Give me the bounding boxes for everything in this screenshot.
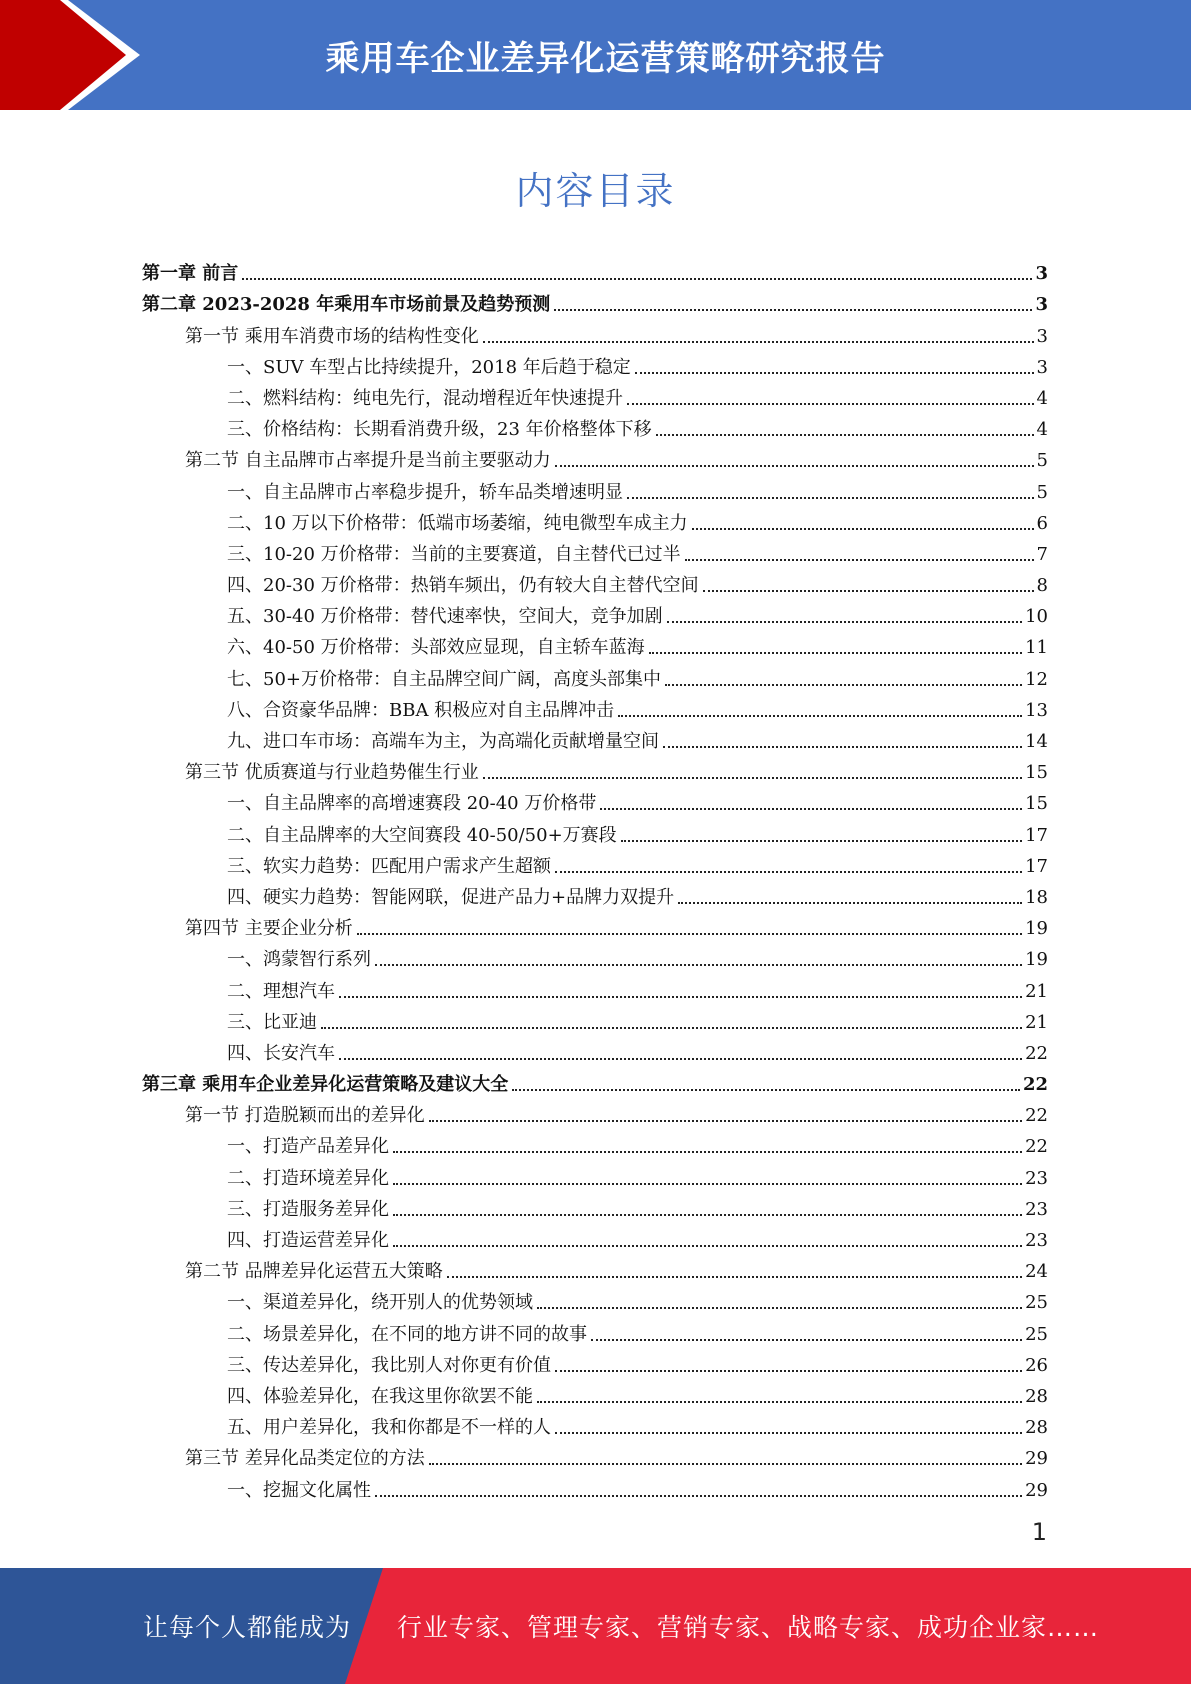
toc-entry-page: 19 (1025, 918, 1048, 940)
toc-entry-label: 三、10-20 万价格带：当前的主要赛道，自主替代已过半 (227, 543, 681, 565)
toc-leader-dots (393, 1245, 1022, 1247)
toc-leader-dots (339, 1058, 1022, 1060)
toc-entry-page: 13 (1025, 699, 1048, 721)
toc-entry[interactable] (142, 254, 1048, 285)
toc-entry[interactable] (142, 410, 1048, 441)
toc-entry-label: 第一章 前言 (142, 263, 239, 285)
toc-leader-dots (512, 1089, 1020, 1091)
toc-leader-dots (555, 465, 1034, 467)
toc-entry[interactable] (142, 815, 1048, 846)
toc-leader-dots (447, 1276, 1022, 1278)
toc-entry[interactable] (142, 1314, 1048, 1345)
toc-leader-dots (685, 559, 1034, 561)
toc-entry-page: 23 (1025, 1167, 1048, 1189)
toc-leader-dots (555, 1432, 1022, 1434)
toc-entry[interactable] (142, 1158, 1048, 1189)
toc-entry-page: 11 (1025, 637, 1048, 659)
toc-entry[interactable] (142, 348, 1048, 379)
toc-leader-dots (591, 1339, 1022, 1341)
toc-entry-label: 二、自主品牌率的大空间赛段 40-50/50+万赛段 (227, 824, 617, 846)
toc-entry-label: 第一节 乘用车消费市场的结构性变化 (185, 325, 479, 347)
toc-entry[interactable] (142, 1408, 1048, 1439)
toc-entry-page: 28 (1025, 1417, 1048, 1439)
toc-entry[interactable] (142, 285, 1048, 316)
toc-entry-page: 5 (1036, 450, 1048, 472)
toc-leader-dots (537, 1307, 1022, 1309)
toc-leader-dots (692, 528, 1034, 530)
toc-entry-label: 一、打造产品差异化 (227, 1136, 389, 1158)
toc-leader-dots (375, 1495, 1022, 1497)
toc-entry[interactable] (142, 316, 1048, 347)
toc-entry-page: 12 (1025, 668, 1048, 690)
toc-leader-dots (375, 964, 1022, 966)
toc-leader-dots (627, 497, 1034, 499)
toc-entry[interactable] (142, 940, 1048, 971)
toc-entry-label: 二、10 万以下价格带：低端市场萎缩，纯电微型车成主力 (227, 512, 688, 534)
toc-entry-page: 29 (1025, 1448, 1048, 1470)
toc-entry[interactable] (142, 628, 1048, 659)
toc-leader-dots (555, 1370, 1022, 1372)
toc-entry-label: 二、打造环境差异化 (227, 1167, 389, 1189)
toc-entry-page: 3 (1036, 356, 1048, 378)
toc-entry-page: 15 (1025, 762, 1048, 784)
toc-entry[interactable] (142, 753, 1048, 784)
toc-leader-dots (621, 840, 1022, 842)
toc-entry-page: 24 (1025, 1261, 1048, 1283)
toc-entry-label: 七、50+万价格带：自主品牌空间广阔，高度头部集中 (227, 668, 661, 690)
header-banner (0, 0, 1191, 110)
toc-leader-dots (357, 933, 1022, 935)
toc-leader-dots (656, 434, 1034, 436)
toc-entry[interactable] (142, 1377, 1048, 1408)
toc-leader-dots (618, 715, 1022, 717)
toc-entry[interactable] (142, 1003, 1048, 1034)
footer-slogan-right: 行业专家、管理专家、营销专家、战略专家、成功企业家…… (397, 1613, 1100, 1642)
toc-leader-dots (663, 746, 1022, 748)
toc-leader-dots (554, 309, 1032, 311)
toc-entry-label: 八、合资豪华品牌：BBA 积极应对自主品牌冲击 (227, 699, 615, 721)
toc-entry-label: 三、打造服务差异化 (227, 1198, 389, 1220)
toc-entry-label: 第二章 2023-2028 年乘用车市场前景及趋势预测 (142, 294, 551, 316)
toc-entry-label: 一、挖掘文化属性 (227, 1479, 371, 1501)
toc-entry-page: 4 (1036, 387, 1048, 409)
toc-leader-dots (600, 808, 1022, 810)
toc-leader-dots (483, 341, 1034, 343)
toc-entry[interactable] (142, 847, 1048, 878)
toc-entry-label: 第三章 乘用车企业差异化运营策略及建议大全 (142, 1074, 509, 1096)
toc-entry-label: 二、场景差异化，在不同的地方讲不同的故事 (227, 1323, 587, 1345)
toc-entry-label: 第二节 自主品牌市占率提升是当前主要驱动力 (185, 450, 551, 472)
toc-entry-page: 10 (1025, 606, 1048, 628)
toc-entry-page: 4 (1036, 419, 1048, 441)
toc-entry-label: 六、40-50 万价格带：头部效应显现，自主轿车蓝海 (227, 637, 645, 659)
page-number: 1 (1031, 1518, 1047, 1546)
toc-entry-page: 6 (1036, 512, 1048, 534)
toc-entry-page: 25 (1025, 1323, 1048, 1345)
toc-entry-label: 二、理想汽车 (227, 980, 335, 1002)
toc-entry-page: 18 (1025, 886, 1048, 908)
toc-entry-label: 四、长安汽车 (227, 1042, 335, 1064)
toc-entry-page: 8 (1036, 575, 1048, 597)
toc-entry[interactable] (142, 472, 1048, 503)
toc-entry[interactable] (142, 504, 1048, 535)
toc-leader-dots (649, 652, 1022, 654)
report-title: 乘用车企业差异化运营策略研究报告 (325, 38, 886, 79)
toc-entry[interactable] (142, 597, 1048, 628)
toc-leader-dots (429, 1120, 1022, 1122)
toc-entry-page: 23 (1025, 1198, 1048, 1220)
toc-leader-dots (339, 996, 1022, 998)
toc-entry-page: 15 (1025, 793, 1048, 815)
toc-entry-label: 三、传达差异化，我比别人对你更有价值 (227, 1354, 551, 1376)
toc-entry-label: 四、硬实力趋势：智能网联，促进产品力+品牌力双提升 (227, 886, 675, 908)
toc-entry-label: 第一节 打造脱颖而出的差异化 (185, 1105, 425, 1127)
toc-entry-label: 第四节 主要企业分析 (185, 918, 353, 940)
toc-leader-dots (667, 621, 1022, 623)
toc-entry[interactable] (142, 1283, 1048, 1314)
toc-entry[interactable] (142, 659, 1048, 690)
toc-entry[interactable] (142, 1190, 1048, 1221)
toc-entry-page: 19 (1025, 949, 1048, 971)
toc-entry[interactable] (142, 722, 1048, 753)
toc-entry-page: 28 (1025, 1385, 1048, 1407)
toc-entry-page: 3 (1035, 294, 1048, 316)
toc-entry-page: 25 (1025, 1292, 1048, 1314)
toc-entry[interactable] (142, 1470, 1048, 1501)
toc-leader-dots (393, 1151, 1022, 1153)
toc-leader-dots (555, 871, 1022, 873)
toc-leader-dots (321, 1027, 1022, 1029)
toc-leader-dots (537, 1401, 1022, 1403)
toc-leader-dots (627, 403, 1034, 405)
toc-entry-label: 第三节 优质赛道与行业趋势催生行业 (185, 762, 479, 784)
toc-entry-label: 四、体验差异化，在我这里你欲罢不能 (227, 1385, 533, 1407)
toc-entry[interactable] (142, 1346, 1048, 1377)
toc-entry-label: 九、进口车市场：高端车为主，为高端化贡献增量空间 (227, 731, 659, 752)
toc-entry[interactable] (142, 1439, 1048, 1470)
toc-leader-dots (242, 278, 1032, 280)
toc-entry-page: 17 (1025, 824, 1048, 846)
toc-entry-page: 26 (1025, 1354, 1048, 1376)
toc-entry[interactable] (142, 1127, 1048, 1158)
toc-heading: 内容目录 (515, 169, 676, 213)
toc-entry-page: 23 (1025, 1230, 1048, 1251)
toc-entry-label: 第二节 品牌差异化运营五大策略 (185, 1261, 443, 1283)
toc-leader-dots (665, 684, 1022, 686)
toc-entry-page: 22 (1025, 1136, 1048, 1158)
toc-entry-page: 21 (1025, 1011, 1048, 1033)
toc-entry-page: 22 (1025, 1042, 1048, 1064)
toc-leader-dots (678, 902, 1022, 904)
toc-entry[interactable] (142, 971, 1048, 1002)
footer-banner (0, 1568, 1191, 1684)
toc-entry-label: 第三节 差异化品类定位的方法 (185, 1448, 425, 1470)
toc-leader-dots (429, 1463, 1022, 1465)
toc-entry-label: 二、燃料结构：纯电先行，混动增程近年快速提升 (227, 387, 623, 409)
toc-entry[interactable] (142, 1034, 1048, 1065)
toc-entry[interactable] (142, 878, 1048, 909)
toc-entry-page: 22 (1022, 1074, 1048, 1096)
toc-entry[interactable] (142, 1065, 1048, 1096)
toc-entry[interactable] (142, 1221, 1048, 1252)
toc-entry-page: 21 (1025, 980, 1048, 1002)
toc-entry[interactable] (142, 441, 1048, 472)
toc-entry-page: 7 (1036, 543, 1048, 565)
toc-leader-dots (635, 372, 1034, 374)
toc-entry-page: 17 (1025, 855, 1048, 877)
toc-entry-label: 一、鸿蒙智行系列 (227, 949, 371, 971)
toc-leader-dots (393, 1183, 1022, 1185)
toc-entry-label: 五、用户差异化，我和你都是不一样的人 (227, 1417, 551, 1439)
toc-entry-label: 三、软实力趋势：匹配用户需求产生超额 (227, 855, 551, 877)
toc-entry-label: 三、价格结构：长期看消费升级，23 年价格整体下移 (227, 419, 652, 441)
toc-entry-label: 一、渠道差异化，绕开别人的优势领域 (227, 1292, 533, 1314)
toc-leader-dots (703, 590, 1034, 592)
toc-entry-page: 5 (1036, 481, 1048, 503)
toc-entry-label: 四、打造运营差异化 (227, 1230, 389, 1251)
toc-entry[interactable] (142, 379, 1048, 410)
toc-entry[interactable] (142, 691, 1048, 722)
toc-entry[interactable] (142, 784, 1048, 815)
toc-entry[interactable] (142, 566, 1048, 597)
toc-leader-dots (393, 1214, 1022, 1216)
toc-entry[interactable] (142, 1096, 1048, 1127)
toc-entry-label: 三、比亚迪 (227, 1011, 317, 1033)
toc-entry[interactable] (142, 535, 1048, 566)
toc-entry[interactable] (142, 909, 1048, 940)
toc-entry-page: 3 (1035, 263, 1048, 285)
toc-entry-page: 14 (1025, 731, 1048, 752)
toc-leader-dots (483, 777, 1022, 779)
toc-entry-page: 3 (1036, 325, 1048, 347)
toc-entry-label: 四、20-30 万价格带：热销车频出，仍有较大自主替代空间 (227, 575, 699, 597)
table-of-contents (142, 254, 1048, 1502)
toc-entry-page: 29 (1025, 1479, 1048, 1501)
toc-entry-page: 22 (1025, 1105, 1048, 1127)
toc-entry-label: 一、自主品牌率的高增速赛段 20-40 万价格带 (227, 793, 597, 815)
toc-entry[interactable] (142, 1252, 1048, 1283)
toc-entry-label: 一、自主品牌市占率稳步提升，轿车品类增速明显 (227, 481, 623, 503)
footer-slogan-left: 让每个人都能成为 (143, 1613, 352, 1642)
toc-entry-label: 一、SUV 车型占比持续提升，2018 年后趋于稳定 (227, 356, 631, 378)
toc-entry-label: 五、30-40 万价格带：替代速率快，空间大，竞争加剧 (227, 606, 663, 628)
